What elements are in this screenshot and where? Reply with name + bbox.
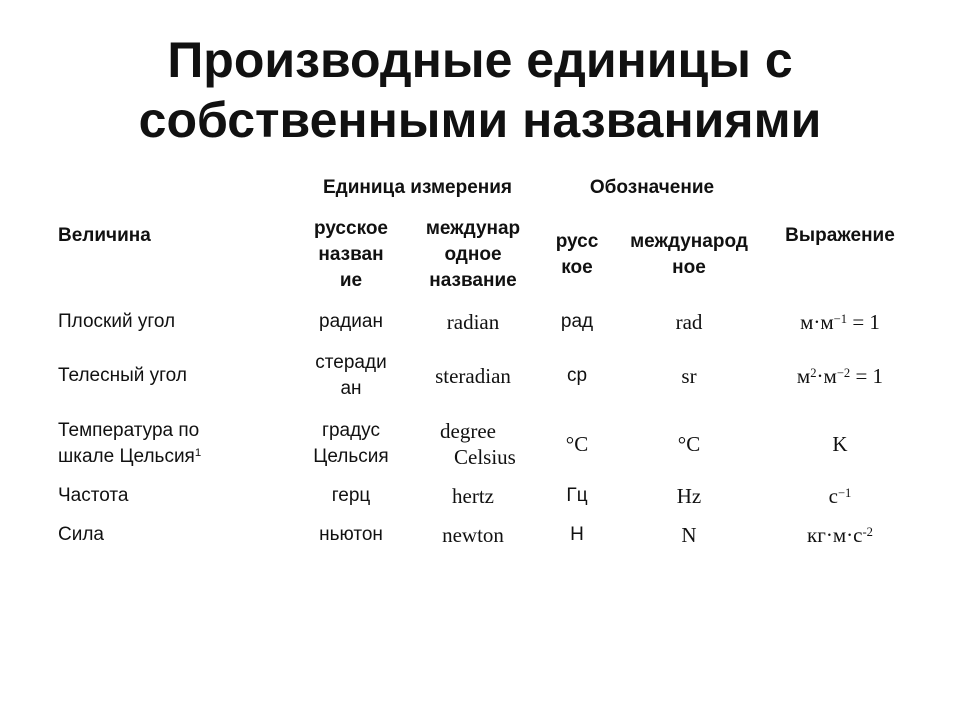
cell-intl-symbol: sr	[681, 364, 697, 388]
cell-expression	[770, 483, 910, 509]
cell-ru-symbol: рад	[560, 311, 594, 332]
cell-ru-name-line: герц	[331, 485, 371, 506]
cell-intl-name	[412, 483, 534, 509]
cell-quantity	[58, 309, 288, 335]
page-title-line-2: собственными названиями	[138, 92, 822, 148]
expr-exponent: −1	[837, 485, 852, 500]
header-ru-symbol	[542, 229, 612, 281]
cell-intl-symbol: N	[681, 523, 697, 547]
cell-expression	[770, 309, 910, 335]
cell-intl-name-line: degree	[440, 419, 496, 443]
cell-quantity-line: Телесный угол	[58, 365, 187, 386]
header-ru-name-line: ие	[339, 270, 363, 291]
cell-intl-symbol: °C	[677, 432, 701, 456]
header-unit-group: Единица измерения	[322, 177, 513, 198]
header-symbol-group: Обозначение	[589, 177, 715, 198]
cell-quantity	[58, 418, 288, 470]
cell-quantity-line: Плоский угол	[58, 311, 176, 332]
cell-quantity-line: шкале Цельсия	[58, 446, 195, 467]
cell-ru-name-line: радиан	[319, 311, 383, 332]
expr-part: с	[828, 484, 838, 508]
header-intl-symbol-line: ное	[672, 257, 706, 278]
cell-quantity	[58, 522, 288, 548]
cell-ru-name	[296, 418, 406, 470]
cell-quantity-line: Сила	[58, 524, 104, 545]
cell-ru-name-line: Цельсия	[313, 446, 389, 467]
cell-ru-name-line: ньютон	[319, 524, 383, 545]
cell-quantity-line: Частота	[58, 485, 129, 506]
header-ru-symbol-line: русс	[555, 231, 599, 252]
header-quantity: Величина	[58, 225, 151, 246]
expr-exponent: -2	[862, 524, 873, 539]
expr-part: = 1	[847, 310, 880, 334]
cell-ru-name-line: ан	[340, 378, 362, 399]
cell-ru-name	[296, 309, 406, 335]
header-intl-name-line: междунар	[425, 218, 521, 239]
cell-intl-name	[412, 522, 534, 548]
cell-intl-name-line: Celsius	[454, 445, 516, 469]
cell-intl-symbol: rad	[675, 310, 703, 334]
cell-ru-name	[296, 522, 406, 548]
page-title-line-1: Производные единицы с	[167, 32, 793, 88]
header-ru-name	[296, 216, 406, 294]
cell-intl-name-line: steradian	[435, 364, 511, 388]
header-intl-name-line: одное	[444, 244, 502, 265]
header-intl-name-line: название	[429, 270, 517, 291]
page-title	[0, 30, 960, 150]
cell-expression	[770, 522, 910, 548]
expr-exponent: 2	[810, 365, 817, 380]
header-ru-name-line: назван	[318, 244, 384, 265]
cell-quantity-line-wrap	[58, 444, 288, 470]
header-intl-name	[412, 216, 534, 294]
cell-intl-name-line: radian	[446, 310, 500, 334]
cell-intl-name-line: newton	[442, 523, 504, 547]
expr-part: ·м	[816, 364, 837, 388]
expr-part: м·м	[800, 310, 834, 334]
expr-part: = 1	[850, 364, 884, 388]
expr-part: м	[796, 364, 811, 388]
footnote-marker: 1	[194, 447, 202, 460]
cell-ru-name-line: градус	[322, 420, 380, 441]
header-ru-symbol-line: кое	[561, 257, 593, 278]
expr-exponent: −2	[836, 365, 851, 380]
header-intl-symbol	[618, 229, 760, 281]
expr-part: кг·м·с	[807, 523, 863, 547]
cell-ru-symbol: Н	[570, 524, 584, 545]
cell-intl-name	[412, 363, 534, 389]
cell-ru-name	[296, 350, 406, 402]
header-expression: Выражение	[785, 225, 895, 246]
cell-ru-symbol: ср	[566, 365, 588, 386]
expr-exponent: −1	[833, 311, 848, 326]
cell-ru-name	[296, 483, 406, 509]
cell-ru-symbol: Гц	[566, 485, 588, 506]
cell-intl-name-line: hertz	[452, 484, 494, 508]
cell-intl-name	[412, 418, 534, 470]
cell-expression	[770, 363, 910, 389]
header-intl-symbol-line: международ	[630, 231, 748, 252]
cell-ru-symbol: °C	[565, 432, 589, 456]
cell-quantity	[58, 363, 288, 389]
expr-part: K	[832, 432, 848, 456]
cell-quantity-line: Температура по	[58, 420, 200, 441]
cell-expression	[770, 431, 910, 457]
cell-intl-name	[412, 309, 534, 335]
cell-quantity	[58, 483, 288, 509]
cell-ru-name-line: стеради	[315, 352, 387, 373]
cell-intl-symbol: Hz	[676, 484, 702, 508]
header-ru-name-line: русское	[313, 218, 388, 239]
